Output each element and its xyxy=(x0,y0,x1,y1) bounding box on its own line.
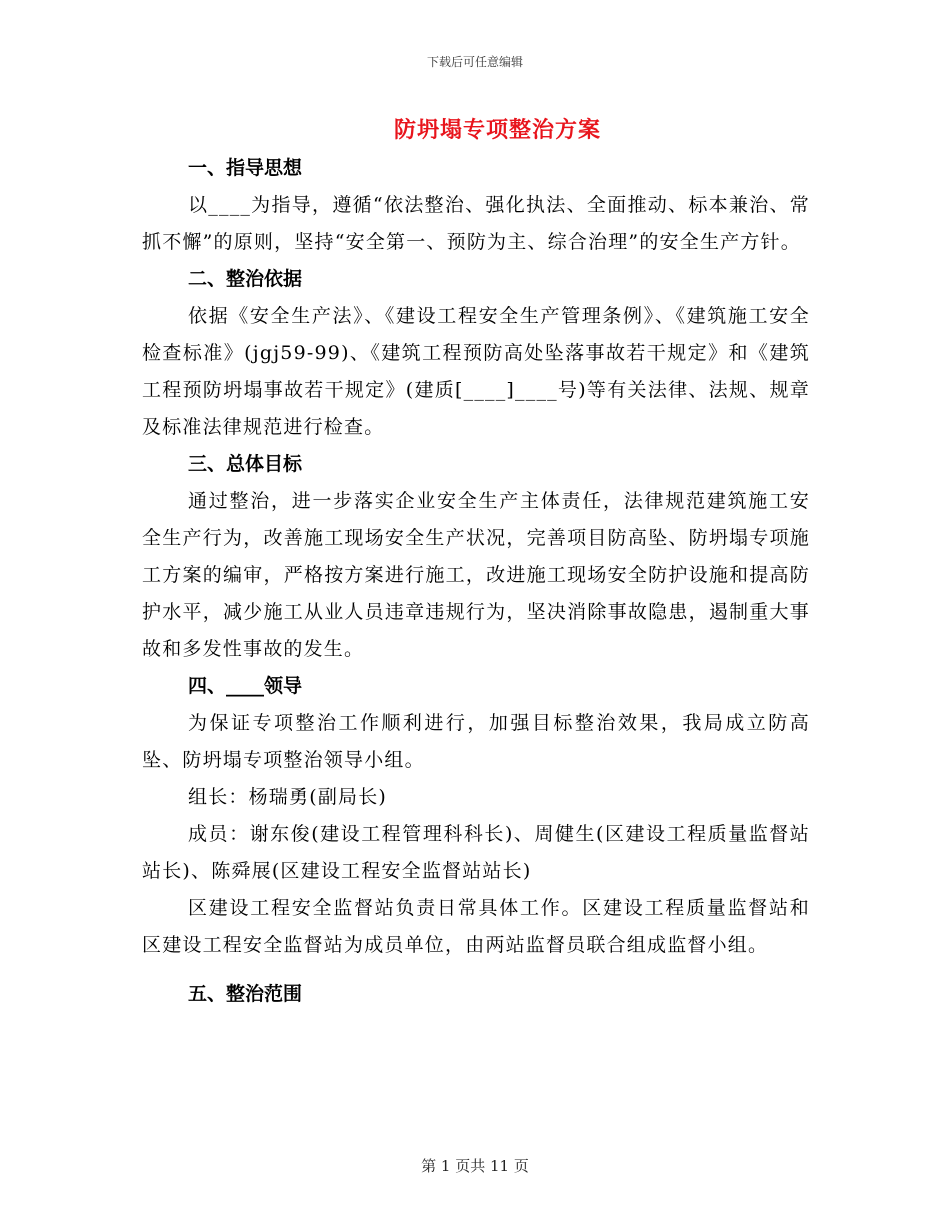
section-paragraph: 以____为指导，遵循“依法整治、强化执法、全面推动、标本兼治、常抓不懈”的原则，坚持“安全第一、预防为主、综合治理”的安全生产方针。 xyxy=(142,194,810,253)
section-paragraph-leader: 组长：杨瑞勇(副局长) xyxy=(188,786,388,808)
document-title: 防坍塌专项整治方案 xyxy=(393,117,601,143)
page-number-footer: 第 1 页共 11 页 xyxy=(421,1157,529,1175)
section-heading-guiding-ideology: 一、指导思想 xyxy=(188,157,303,179)
section-heading-basis: 二、整治依据 xyxy=(188,268,303,290)
section-paragraph: 依据《安全生产法》、《建设工程安全生产管理条例》、《建筑施工安全检查标准》(jgj59-99)、《建筑工程预防高处坠落事故若干规定》和《建筑工程预防坍塌事故若干规定》(建质[____]____号)等有关法律、法规、规章及标准法律规范进行检查。 xyxy=(142,305,810,438)
document-body xyxy=(142,150,810,1013)
section-heading-overall-goal: 三、总体目标 xyxy=(188,453,303,475)
page-header-note: 下载后可任意编辑 xyxy=(426,55,523,69)
section-paragraph: 为保证专项整治工作顺利进行，加强目标整治效果，我局成立防高坠、防坍塌专项整治领导小组。 xyxy=(142,712,810,771)
section-heading-scope: 五、整治范围 xyxy=(188,983,303,1005)
section-paragraph: 通过整治，进一步落实企业安全生产主体责任，法律规范建筑施工安全生产行为，改善施工现场安全生产状况，完善项目防高坠、防坍塌专项施工方案的编审，严格按方案进行施工，改进施工现场安全防护设施和提高防护水平，减少施工从业人员违章违规行为，坚决消除事故隐患，遏制重大事故和多发性事故的发生。 xyxy=(142,490,810,660)
section-paragraph: 区建设工程安全监督站负责日常具体工作。区建设工程质量监督站和区建设工程安全监督站为成员单位，由两站监督员联合组成监督小组。 xyxy=(142,897,810,956)
section-heading-leadership: 四、____领导 xyxy=(188,675,303,697)
section-paragraph-members: 成员：谢东俊(建设工程管理科科长)、周健生(区建设工程质量监督站站长)、陈舜展(区建设工程安全监督站站长) xyxy=(142,823,810,882)
